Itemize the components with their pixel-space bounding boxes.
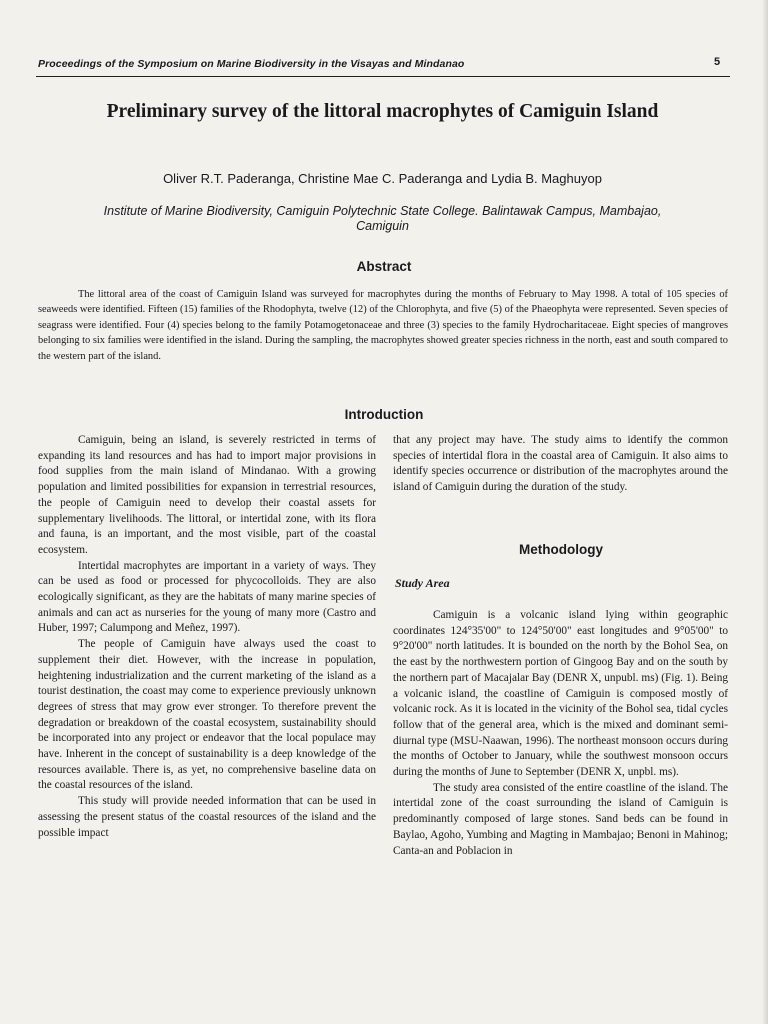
right-column-methodology: [393, 608, 728, 859]
intro-continuation: that any project may have. The study aims to identify the common species of intertidal flora in the coastal area of Camiguin. It also aims to identify species occurrence or distribution of the macrophytes around the island of Camiguin during the duration of the study.: [393, 434, 728, 494]
header-rule: [36, 76, 730, 77]
author-affiliation: Institute of Marine Biodiversity, Camiguin Polytechnic State College. Balintawak Campus, Mambajao, Camiguin: [103, 204, 662, 233]
methodology-paragraph: The study area consisted of the entire coastline of the island. The intertidal zone of the coast surrounding the island of Camiguin is predominantly composed of large stones. Sand beds can be found in Baylao, Agoho, Yumbing and Magting in Mambajao; Benoni in Mahinog; Canta-an and Poblacion in: [393, 781, 728, 857]
study-area-subheading: Study Area: [395, 576, 450, 590]
article-title: Preliminary survey of the littoral macrophytes of Camiguin Island: [106, 101, 659, 122]
intro-paragraph: Intertidal macrophytes are important in a variety of ways. They can be used as food or processed for phycocolloids. They are also ecologically significant, as they are the habitats of many marine species of animals and can act as nurseries for the young of many more (Castro and Huber, 1997; Calumpong and Meñez, 1997).: [38, 559, 376, 635]
page-number: 5: [714, 56, 721, 68]
abstract-text: The littoral area of the coast of Camiguin Island was surveyed for macrophytes during the months of February to May 1998. A total of 105 species of seaweeds were identified. Fifteen (15) families of the Rhodophyta, twelve (12) of the Chlorophyta, and five (5) of the Phaeophyta were represented. Seven species of seagrass were identified. Four (4) species belong to the family Potamogetonaceae and three (3) species to the family Hydrocharitaceae. Eight species of mangroves belonging to six families were identified in the island. During the sampling, the macrophytes showed greater species richness in the north, east and south compared to the western part of the island.: [38, 289, 728, 362]
scan-edge-shadow: [762, 0, 768, 1024]
abstract-heading: Abstract: [356, 259, 412, 274]
methodology-heading: Methodology: [519, 542, 603, 557]
running-header: Proceedings of the Symposium on Marine Biodiversity in the Visayas and Mindanao: [38, 58, 465, 70]
intro-paragraph: Camiguin, being an island, is severely restricted in terms of expanding its land resources and has had to import major provisions in food supplies from the main island of Mindanao. With a growing population and limited possibilities for expansion in terrestrial resources, the people of Camiguin need to develop their coastal assets for supplementary livelihoods. The littoral, or intertidal zone, with its flora and fauna, is an important, and the most visible, part of the coastal ecosystem.: [38, 434, 376, 556]
intro-paragraph: This study will provide needed information that can be used in assessing the present status of the coastal resources of the island and the possible impact: [38, 795, 376, 839]
intro-paragraph: The people of Camiguin have always used the coast to supplement their diet. However, with the increase in population, heightening industrialization and the current marketing of the island as a tourist destination, the coast may come to experience previously unknown degrees of stress that may grow ever stronger. To therefore prevent the degradation or breakdown of the coastal ecosystem, sustainability should be incorporated into any project or endeavor that the local populace may have. Inherent in the concept of sustainability is a deep knowledge of the resources available. There is, as yet, no comprehensive baseline data on the coastal resources of the island.: [38, 638, 376, 792]
article-authors: Oliver R.T. Paderanga, Christine Mae C. Paderanga and Lydia B. Maghuyop: [163, 171, 602, 186]
introduction-heading: Introduction: [344, 407, 424, 422]
left-column: [38, 433, 376, 841]
methodology-paragraph: Camiguin is a volcanic island lying within geographic coordinates 124°35'00" to 124°50'00" east longitudes and 9°05'00" to 9°20'00" north latitudes. It is bounded on the north by the Bohol Sea, on the east by the northwestern portion of Gingoog Bay and on the south by the northern part of Macajalar Bay (DENR X, unpubl. ms) (Fig. 1). Being a volcanic island, the coastline of Camiguin is composed mostly of volcanic rock. As it is located in the vicinity of the Bohol sea, tidal cycles follow that of the general area, which is the mixed and dominant semi-diurnal type (MSU-Naawan, 1996). The northeast monsoon occurs during the months of October to January, while the southwest monsoon occurs during the months of June to September (DENR X, unpbl. ms).: [393, 609, 728, 779]
right-column-top: [393, 433, 728, 496]
